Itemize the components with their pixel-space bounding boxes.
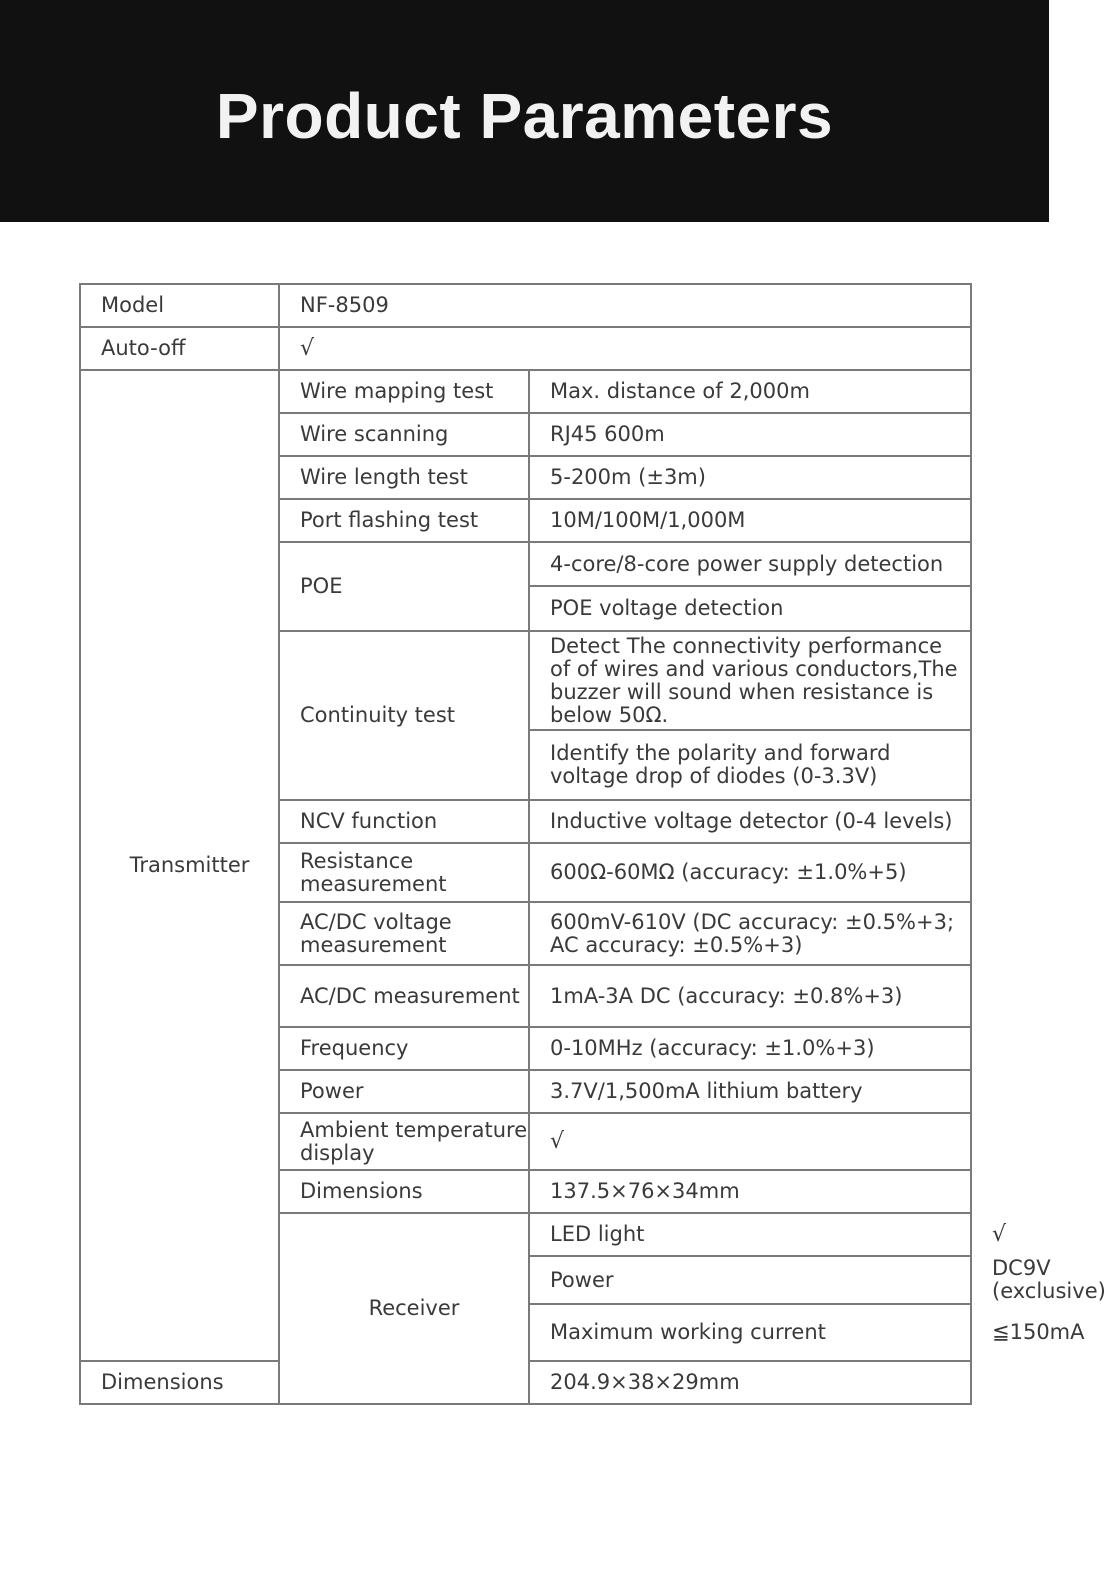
table-row [80,284,971,327]
param-value: Identify the polarity and forward voltage drop of diodes (0-3.3V) [529,730,971,800]
table-row: Power DC9V (exclusive) [80,1256,971,1304]
param-value: 3.7V/1,500mA lithium battery [529,1070,971,1113]
param-label: Power [529,1256,971,1304]
param-label: AC/DC voltage measurement [279,902,529,965]
header-banner [0,0,1049,222]
param-label: Dimensions [80,1361,279,1404]
param-label: POE [279,542,529,631]
spec-table [79,283,1106,1405]
param-label: Wire mapping test [279,370,529,413]
row-value: NF-8509 [279,284,971,327]
table-row [80,370,971,413]
param-value: 10M/100M/1,000M [529,499,971,542]
table-row: Maximum working current ≦150mA [80,1304,971,1361]
page-title: Product Parameters [215,80,834,152]
param-label: Port flashing test [279,499,529,542]
param-value: POE voltage detection [529,586,971,631]
param-label: Frequency [279,1027,529,1070]
param-label: Maximum working current [529,1304,971,1361]
param-label: Ambient temperature display [279,1113,529,1170]
param-label: NCV function [279,800,529,843]
param-value: 1mA-3A DC (accuracy: ±0.8%+3) [529,965,971,1027]
param-value: Detect The connectivity performance of of wires and various conductors,The buzzer will sound when resistance is below 50Ω. [529,631,971,730]
param-value: 5-200m (±3m) [529,456,971,499]
param-value: 600mV-610V (DC accuracy: ±0.5%+3; AC accuracy: ±0.5%+3) [529,902,971,965]
param-value: Inductive voltage detector (0-4 levels) [529,800,971,843]
table-row [80,327,971,370]
param-value: 137.5×76×34mm [529,1170,971,1213]
param-label: AC/DC measurement [279,965,529,1027]
param-label: Continuity test [279,631,529,800]
group-label-receiver: Receiver [279,1213,529,1404]
param-value: 0-10MHz (accuracy: ±1.0%+3) [529,1027,971,1070]
param-value: 600Ω-60MΩ (accuracy: ±1.0%+5) [529,843,971,902]
param-label: Resistance measurement [279,843,529,902]
row-label: Model [80,284,279,327]
check-mark: √ [279,327,971,370]
param-value: Max. distance of 2,000m [529,370,971,413]
param-label: Wire scanning [279,413,529,456]
table-row: Receiver LED light √ [80,1213,971,1256]
row-label: Auto-off [80,327,279,370]
param-value: RJ45 600m [529,413,971,456]
param-label: LED light [529,1213,971,1256]
param-label: Power [279,1070,529,1113]
param-label: Dimensions [279,1170,529,1213]
param-value: 204.9×38×29mm [529,1361,971,1404]
group-label-transmitter: Transmitter [80,370,279,1361]
param-label: Wire length test [279,456,529,499]
check-mark: √ [529,1113,971,1170]
param-value: 4-core/8-core power supply detection [529,542,971,586]
